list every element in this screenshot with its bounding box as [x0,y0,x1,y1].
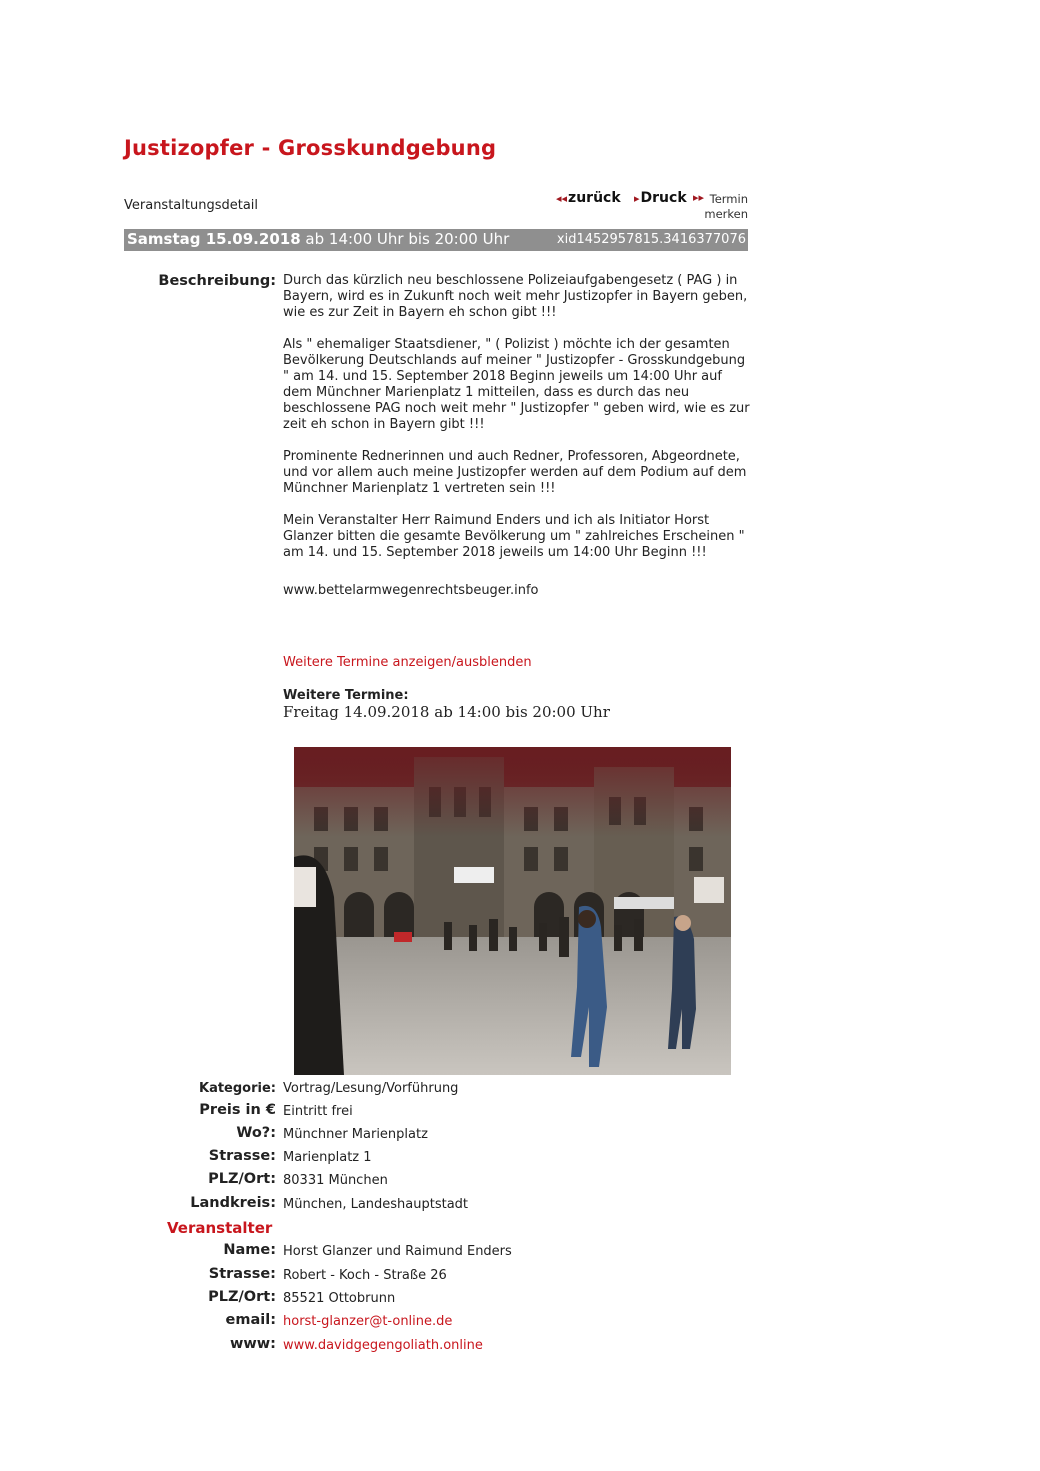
district-value: München, Landeshauptstadt [283,1197,469,1212]
print-link[interactable] [634,190,687,206]
description-paragraph: Als " ehemaliger Staatsdiener, " ( Polizist ) möchte ich der gesamten Bevölkerung Deutschlands auf meiner " Justizopfer - Grosskundgebung " am 14. und 15. September 2018 Beginn jeweils um 14:00 Uhr auf dem Münchner Marienplatz 1 mitteilen, dass es durch das neu beschlossene PAG noch weit mehr " Justizopfer " geben wird, wie es zur zeit eh schon in Bayern gibt !!! [283,337,750,432]
more-dates-toggle-link[interactable]: Weitere Termine anzeigen/ausblenden [283,655,532,670]
double-arrow-right-icon: ▸▸ [693,191,705,204]
back-link-label: zurück [568,190,621,206]
price-label: Preis in € [199,1102,276,1118]
description-url: www.bettelarmwegenrechtsbeuger.info [283,583,539,598]
detail-nav [556,190,748,224]
price-value: Eintritt frei [283,1104,353,1119]
more-dates-label: Weitere Termine: [283,688,409,703]
arrow-right-icon: ▸ [634,192,640,205]
event-date-bar [124,229,748,251]
event-datetime [127,230,509,248]
back-link[interactable] [556,190,621,206]
zip-city-label: PLZ/Ort: [208,1171,276,1187]
district-label: Landkreis: [190,1195,276,1211]
bookmark-link[interactable] [700,192,748,222]
print-link-label: Druck [640,190,687,206]
organizer-www-link[interactable]: www.davidgegengoliath.online [283,1338,483,1353]
organizer-name-value: Horst Glanzer und Raimund Enders [283,1244,512,1259]
event-id: xid1452957815.3416377076 [556,232,746,247]
bookmark-label-line2: merken [704,207,748,221]
description-paragraph: Durch das kürzlich neu beschlossene Polizeiaufgabengesetz ( PAG ) in Bayern, wird es in Zukunft noch weit mehr Justizopfer in Bayern geben, wie es zur Zeit in Bayern eh schon gibt !!! [283,273,748,320]
organizer-street-label: Strasse: [208,1266,276,1282]
category-label: Kategorie: [199,1081,276,1096]
event-photo [294,747,731,1075]
organizer-city-label: PLZ/Ort: [208,1289,276,1305]
page-title: Justizopfer - Grosskundgebung [124,136,497,160]
bookmark-label-line1: Termin [709,192,748,206]
location-label: Wo?: [236,1125,276,1141]
location-value: Münchner Marienplatz [283,1127,428,1142]
organizer-www-label: www: [230,1336,276,1352]
organizer-email-label: email: [225,1312,276,1328]
zip-city-value: 80331 München [283,1173,388,1188]
organizer-heading: Veranstalter [167,1219,273,1237]
organizer-name-label: Name: [223,1242,276,1258]
description-text [283,273,753,577]
double-arrow-left-icon: ◂◂ [556,192,568,205]
more-dates-value: Freitag 14.09.2018 ab 14:00 bis 20:00 Uhr [283,703,610,721]
event-date: Samstag 15.09.2018 [127,230,301,248]
description-paragraph: Prominente Rednerinnen und auch Redner, Professoren, Abgeordnete, und vor allem auch meine Justizopfer werden auf dem Podium auf dem Münchner Marienplatz 1 vertreten sein !!! [283,449,747,496]
event-time: ab 14:00 Uhr bis 20:00 Uhr [305,230,510,248]
organizer-street-value: Robert - Koch - Straße 26 [283,1268,447,1283]
page-subtitle: Veranstaltungsdetail [124,198,259,213]
description-paragraph: Mein Veranstalter Herr Raimund Enders und ich als Initiator Horst Glanzer bitten die gesamte Bevölkerung um " zahlreiches Erscheinen " am 14. und 15. September 2018 jeweils um 14:00 Uhr Beginn !!! [283,513,745,560]
street-label: Strasse: [208,1148,276,1164]
category-value: Vortrag/Lesung/Vorführung [283,1081,459,1096]
description-label: Beschreibung: [158,273,276,289]
organizer-city-value: 85521 Ottobrunn [283,1291,396,1306]
organizer-email-link[interactable]: horst-glanzer@t-online.de [283,1314,453,1329]
street-value: Marienplatz 1 [283,1150,372,1165]
